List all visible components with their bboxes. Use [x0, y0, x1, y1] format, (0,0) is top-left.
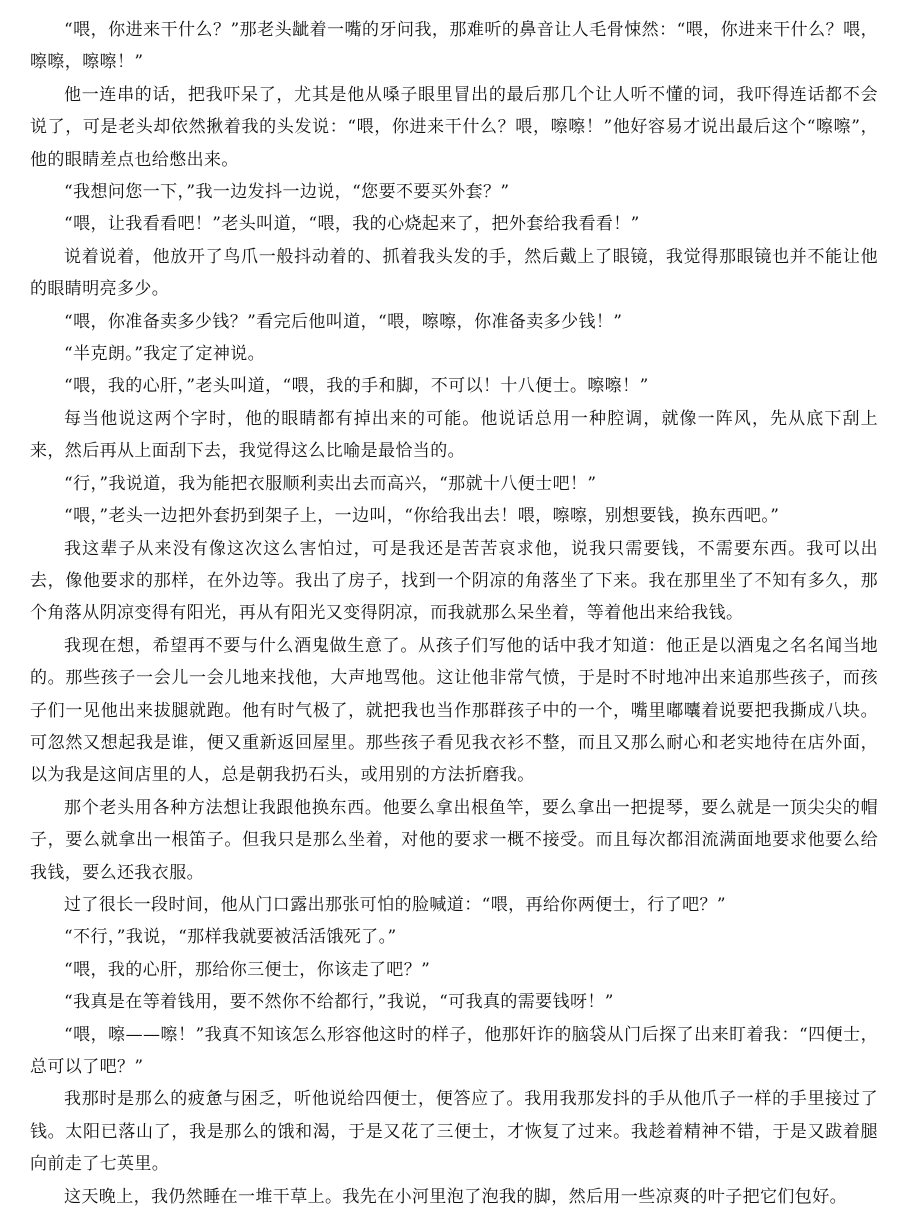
paragraph: 那个老头用各种方法想让我跟他换东西。他要么拿出根鱼竿，要么拿出一把提琴，要么就是一顶尖尖的帽子，要么就拿出一根笛子。但我只是那么坐着，对他的要求一概不接受。而且每次都泪流满面地要求他要么给我钱，要么还我衣服。: [30, 797, 878, 883]
paragraph: 过了很长一段时间，他从门口露出那张可怕的脸喊道：“喂，再给你两便士，行了吧？”: [64, 894, 726, 915]
paragraph: “半克朗。”我定了定神说。: [64, 344, 266, 365]
paragraph: “喂，”老头一边把外套扔到架子上，一边叫，“你给我出去！喂，嚓嚓，别想要钱，换东西吧。”: [64, 506, 780, 527]
paragraph: “喂，让我看看吧！”老头叫道，“喂，我的心烧起来了，把外套给我看看！”: [64, 214, 640, 235]
paragraph: 说着说着，他放开了鸟爪一般抖动着的、抓着我头发的手，然后戴上了眼镜，我觉得那眼镜也并不能让他的眼睛明亮多少。: [30, 246, 878, 300]
paragraph: “喂，我的心肝，那给你三便士，你该走了吧？”: [64, 959, 431, 980]
paragraph: “我想问您一下，”我一边发抖一边说，“您要不要买外套？”: [64, 182, 510, 203]
paragraph: “喂，你准备卖多少钱？”看完后他叫道，“喂，嚓嚓，你准备卖多少钱！”: [64, 311, 623, 332]
paragraph: “喂，你进来干什么？”那老头龇着一嘴的牙问我，那难听的鼻音让人毛骨悚然：“喂，你进来干什么？喂，嚓嚓，嚓嚓！”: [30, 20, 878, 73]
paragraph: “行，”我说道，我为能把衣服顺利卖出去而高兴，“那就十八便士吧！”: [64, 473, 597, 494]
paragraph: 我现在想，希望再不要与什么酒鬼做生意了。从孩子们写他的话中我才知道：他正是以酒鬼之名名闻当地的。那些孩子一会儿一会儿地来找他，大声地骂他。这让他非常气愤，于是时不时地冲出来追那些孩子，而孩子们一见他出来拔腿就跑。他有时气极了，就把我也当作那群孩子中的一个，嘴里嘟囔着说要把我撕成八块。可忽然又想起我是谁，便又重新返回屋里。那些孩子看见我衣衫不整，而且又那么耐心和老实地待在店外面，以为我是这间店里的人，总是朝我扔石头，或用别的方法折磨我。: [30, 635, 878, 786]
paragraph: “我真是在等着钱用，要不然你不给都行，”我说，“可我真的需要钱呀！”: [64, 992, 614, 1013]
paragraph: 我这辈子从来没有像这次这么害怕过，可是我还是苦苦哀求他，说我只需要钱，不需要东西。我可以出去，像他要求的那样，在外边等。我出了房子，找到一个阴凉的角落坐了下来。我在那里坐了不知有多久，那个角落从阴凉变得有阳光，再从有阳光又变得阴凉，而我就那么呆坐着，等着他出来给我钱。: [30, 538, 878, 624]
paragraph: “喂，嚓——嚓！”我真不知该怎么形容他这时的样子，他那奸诈的脑袋从门后探了出来盯着我：“四便士，总可以了吧？”: [30, 1024, 878, 1077]
paragraph: 每当他说这两个字时，他的眼睛都有掉出来的可能。他说话总用一种腔调，就像一阵风，先从底下刮上来，然后再从上面刮下去，我觉得这么比喻是最恰当的。: [30, 408, 878, 462]
paragraph: 他一连串的话，把我吓呆了，尤其是他从嗓子眼里冒出的最后那几个让人听不懂的词，我吓得连话都不会说了，可是老头却依然揪着我的头发说：“喂，你进来干什么？喂，嚓嚓！”他好容易才说出最后这个“嚓嚓”，他的眼睛差点也给憋出来。: [30, 84, 878, 170]
paragraph: “喂，我的心肝，”老头叫道，“喂，我的手和脚，不可以！十八便士。嚓嚓！”: [64, 376, 649, 397]
paragraph: 我那时是那么的疲惫与困乏，听他说给四便士，便答应了。我用我那发抖的手从他爪子一样的手里接过了钱。太阳已落山了，我是那么的饿和渴，于是又花了三便士，才恢复了过来。我趁着精神不错，于是又跋着腿向前走了七英里。: [30, 1089, 878, 1175]
paragraph: “不行，”我说，“那样我就要被活活饿死了。”: [64, 927, 397, 948]
paragraph: 这天晚上，我仍然睡在一堆干草上。我先在小河里泡了泡我的脚，然后用一些凉爽的叶子把它们包好。: [64, 1186, 847, 1207]
